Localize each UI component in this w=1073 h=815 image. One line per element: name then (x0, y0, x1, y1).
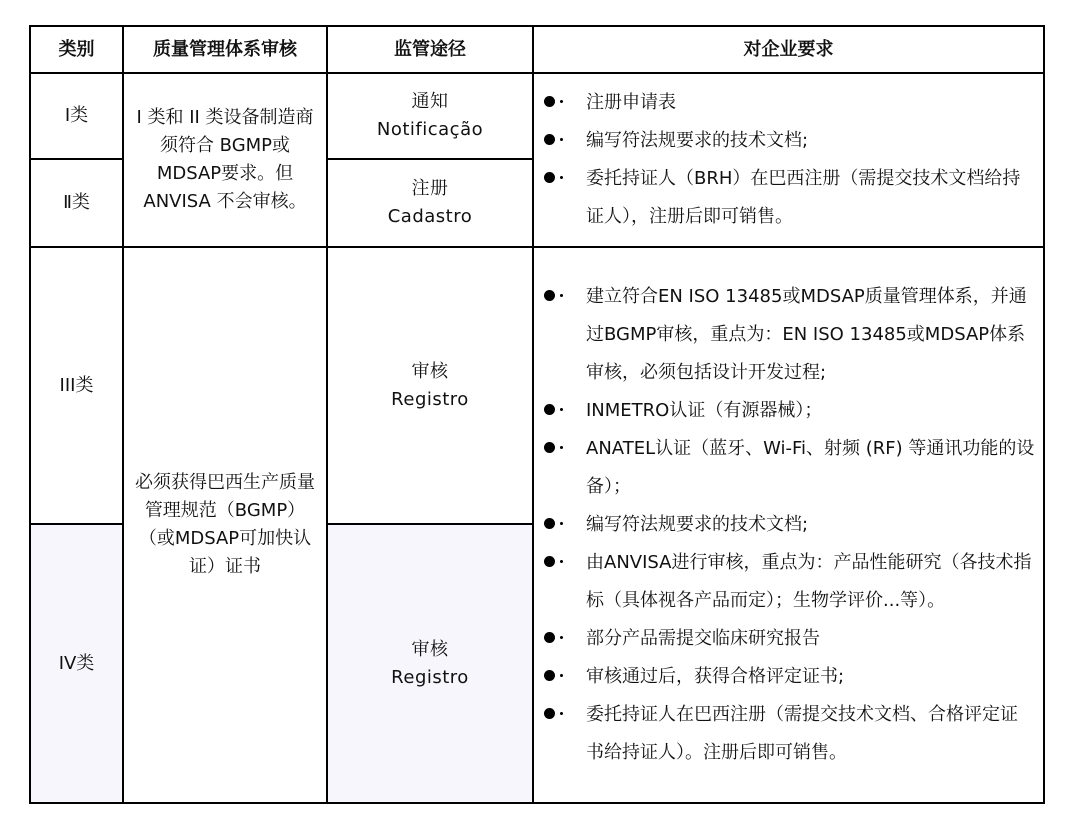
list-item: 编写符法规要求的技术文档; (544, 506, 1035, 544)
route-class-4 (327, 524, 533, 803)
class-4-label: IV类 (30, 524, 123, 803)
list-item: 注册申请表 (544, 84, 1035, 122)
bullet-icon (544, 544, 586, 582)
qms-class-1-2: I 类和 II 类设备制造商须符合 BGMP或MDSAP要求。但ANVISA 不会审核。 (123, 73, 327, 247)
route-class-3-pt: Registro (391, 388, 469, 410)
requirements-list-class-3-4 (544, 278, 1035, 772)
route-class-2 (327, 159, 533, 247)
header-requirements: 对企业要求 (533, 26, 1044, 73)
bullet-icon (544, 620, 586, 658)
route-class-3-cn: 审核 (411, 360, 449, 382)
bullet-icon (544, 392, 586, 430)
route-class-2-pt: Cadastro (387, 206, 473, 228)
regulation-table (29, 25, 1045, 804)
list-item: 委托持证人在巴西注册（需提交技术文档、合格评定证书给持证人）。注册后即可销售。 (544, 696, 1035, 772)
header-class: 类别 (30, 26, 123, 73)
requirements-class-3-4 (533, 247, 1044, 803)
list-item: 委托持证人（BRH）在巴西注册（需提交技术文档给持证人），注册后即可销售。 (544, 160, 1035, 236)
table-row-class-1 (30, 73, 1044, 159)
class-2-label: Ⅱ类 (30, 159, 123, 247)
class-1-label: I类 (30, 73, 123, 159)
header-row (30, 26, 1044, 73)
bullet-icon (544, 160, 586, 198)
route-class-2-cn: 注册 (411, 178, 449, 200)
route-class-4-pt: Registro (391, 666, 469, 688)
requirements-list-class-1-2 (544, 84, 1035, 236)
bullet-icon (544, 430, 586, 468)
route-class-4-cn: 审核 (411, 638, 449, 660)
list-item: 审核通过后，获得合格评定证书; (544, 658, 1035, 696)
table-row-class-3 (30, 247, 1044, 524)
list-item: 编写符法规要求的技术文档; (544, 122, 1035, 160)
list-item: 由ANVISA进行审核，重点为：产品性能研究（各技术指标（具体视各产品而定）；生物学评价...等）。 (544, 544, 1035, 620)
qms-class-3-4: 必须获得巴西生产质量管理规范（BGMP）（或MDSAP可加快认证）证书 (123, 247, 327, 803)
bullet-icon (544, 506, 586, 544)
route-class-1-cn: 通知 (411, 91, 449, 113)
bullet-icon (544, 278, 586, 316)
class-3-label: III类 (30, 247, 123, 524)
list-item: 部分产品需提交临床研究报告 (544, 620, 1035, 658)
route-class-1-pt: Notificação (376, 119, 484, 141)
route-class-3 (327, 247, 533, 524)
header-qms-audit: 质量管理体系审核 (123, 26, 327, 73)
bullet-icon (544, 658, 586, 696)
requirements-class-1-2 (533, 73, 1044, 247)
list-item: 建立符合EN ISO 13485或MDSAP质量管理体系，并通过BGMP审核，重点为：EN ISO 13485或MDSAP体系审核，必须包括设计开发过程; (544, 278, 1035, 392)
bullet-icon (544, 122, 586, 160)
bullet-icon (544, 696, 586, 734)
bullet-icon (544, 84, 586, 122)
list-item: ANATEL认证（蓝牙、Wi-Fi、射频 (RF) 等通讯功能的设备）； (544, 430, 1035, 506)
header-regulatory-route: 监管途径 (327, 26, 533, 73)
list-item: INMETRO认证（有源器械）； (544, 392, 1035, 430)
route-class-1 (327, 73, 533, 159)
